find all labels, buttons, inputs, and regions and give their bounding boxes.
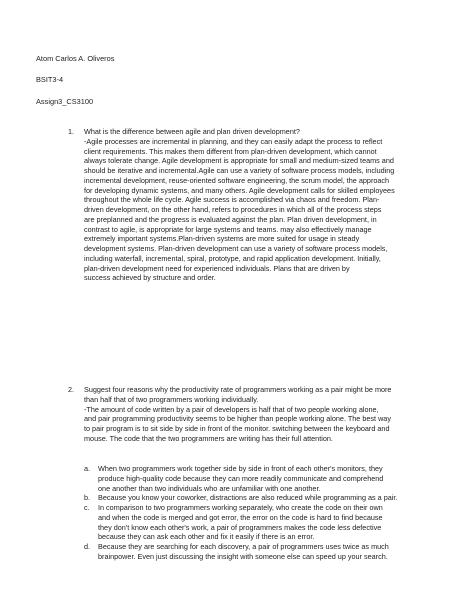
- author-name: Atom Carlos A. Oliveros: [36, 54, 115, 63]
- list-item-a: [98, 464, 428, 493]
- list-item-line: one another than two individuals who are unfamiliar with one another.: [98, 483, 321, 493]
- list-item-line: Because you know your coworker, distractions are also reduced while programming as a pair.: [98, 493, 398, 502]
- question-1-body: [84, 127, 429, 283]
- question-1-line: for developing dynamic systems, and many others. Agile development calls for skilled employees: [84, 185, 395, 195]
- question-1-line: are preplanned and the progress is evaluated against the plan. Plan driven development, in: [84, 214, 377, 224]
- list-item-c: [98, 503, 428, 542]
- question-1-line: development systems. Plan-driven development can use a variety of software process models,: [84, 244, 388, 253]
- assignment-label: Assign3_CS3100: [36, 97, 94, 106]
- question-1-line: should be iterative and incremental.Agile can use a variety of software process models, including: [84, 166, 395, 175]
- question-2-body: [84, 385, 429, 444]
- list-item-b: [98, 493, 428, 503]
- question-1-line: contrast to agile, is appropriate for large systems and teams. may also effectively manage: [84, 224, 372, 234]
- list-item-line: and when the code is merged and got error, the error on the code is hard to find because: [98, 512, 383, 522]
- list-item-line: brainpower. Even just discussing the insight with someone else can speed up your search.: [98, 551, 388, 561]
- question-1-number: 1.: [68, 127, 75, 136]
- question-1-line: throughout the whole life cycle. Agile success is accomplished via chaos and freedom. Plan-: [84, 195, 380, 205]
- list-item-letter-d: d.: [84, 542, 91, 551]
- list-item-d: [98, 542, 428, 562]
- list-item-letter-c: c.: [84, 503, 90, 512]
- question-1-line: always tolerate change. Agile development is appropriate for small and medium-sized teams and: [84, 156, 394, 166]
- list-item-line: because they can ask each other and fix it easily if there is an error.: [98, 532, 315, 542]
- list-item-line: Because they are searching for each discovery, a pair of programmers uses twice as much: [98, 542, 389, 551]
- question-1-line: success achieved by structure and order.: [84, 273, 216, 283]
- question-2-prompt: Suggest four reasons why the productivity rate of programmers working as a pair might be more: [84, 385, 392, 394]
- question-2-line: -The amount of code written by a pair of developers is half that of two people working alone,: [84, 404, 379, 414]
- question-2-line: mouse. The code that the two programmers are writing has their full attention.: [84, 433, 333, 443]
- list-item-line: they don't know each other's work, a pair of programmers makes the code less defective: [98, 522, 382, 532]
- list-item-letter-b: b.: [84, 493, 91, 502]
- list-item-line: When two programmers work together side by side in front of each other's monitors, they: [98, 464, 383, 473]
- list-item-letter-a: a.: [84, 464, 91, 473]
- question-1-line: extremely important systems.Plan-driven systems are more suited for usage in steady: [84, 234, 360, 244]
- question-2-line: and pair programming productivity seems to be higher than people working alone. The best way: [84, 414, 391, 424]
- question-1-prompt: What is the difference between agile and plan driven development?: [84, 127, 300, 136]
- question-1-line: including waterfall, incremental, spiral, prototype, and rapid application development. Initially,: [84, 253, 381, 263]
- list-item-line: produce high-quality code because they can more readily communicate and comprehend: [98, 473, 384, 483]
- question-1-line: driven development, on the other hand, refers to procedures in which all of the process steps: [84, 205, 382, 214]
- question-2-prompt: than half that of two programmers working individually.: [84, 394, 259, 404]
- question-2-number: 2.: [68, 385, 75, 394]
- question-1-line: client requirements. This makes them different from plan-driven development, which cannot: [84, 146, 377, 156]
- section-label: BSIT3-4: [36, 75, 64, 84]
- question-1-line: plan-driven development need for experienced individuals. Plans that are driven by: [84, 263, 350, 273]
- list-item-line: In comparison to two programmers working separately, who create the code on their own: [98, 503, 383, 512]
- question-2-line: to pair program is to sit side by side in front of the monitor. switching between the keyboard and: [84, 424, 390, 433]
- question-1-line: -Agile processes are incremental in planning, and they can easily adapt the process to reflect: [84, 136, 383, 146]
- question-1-line: incremental development, reuse-oriented software engineering, the scrum model, the approach: [84, 175, 390, 185]
